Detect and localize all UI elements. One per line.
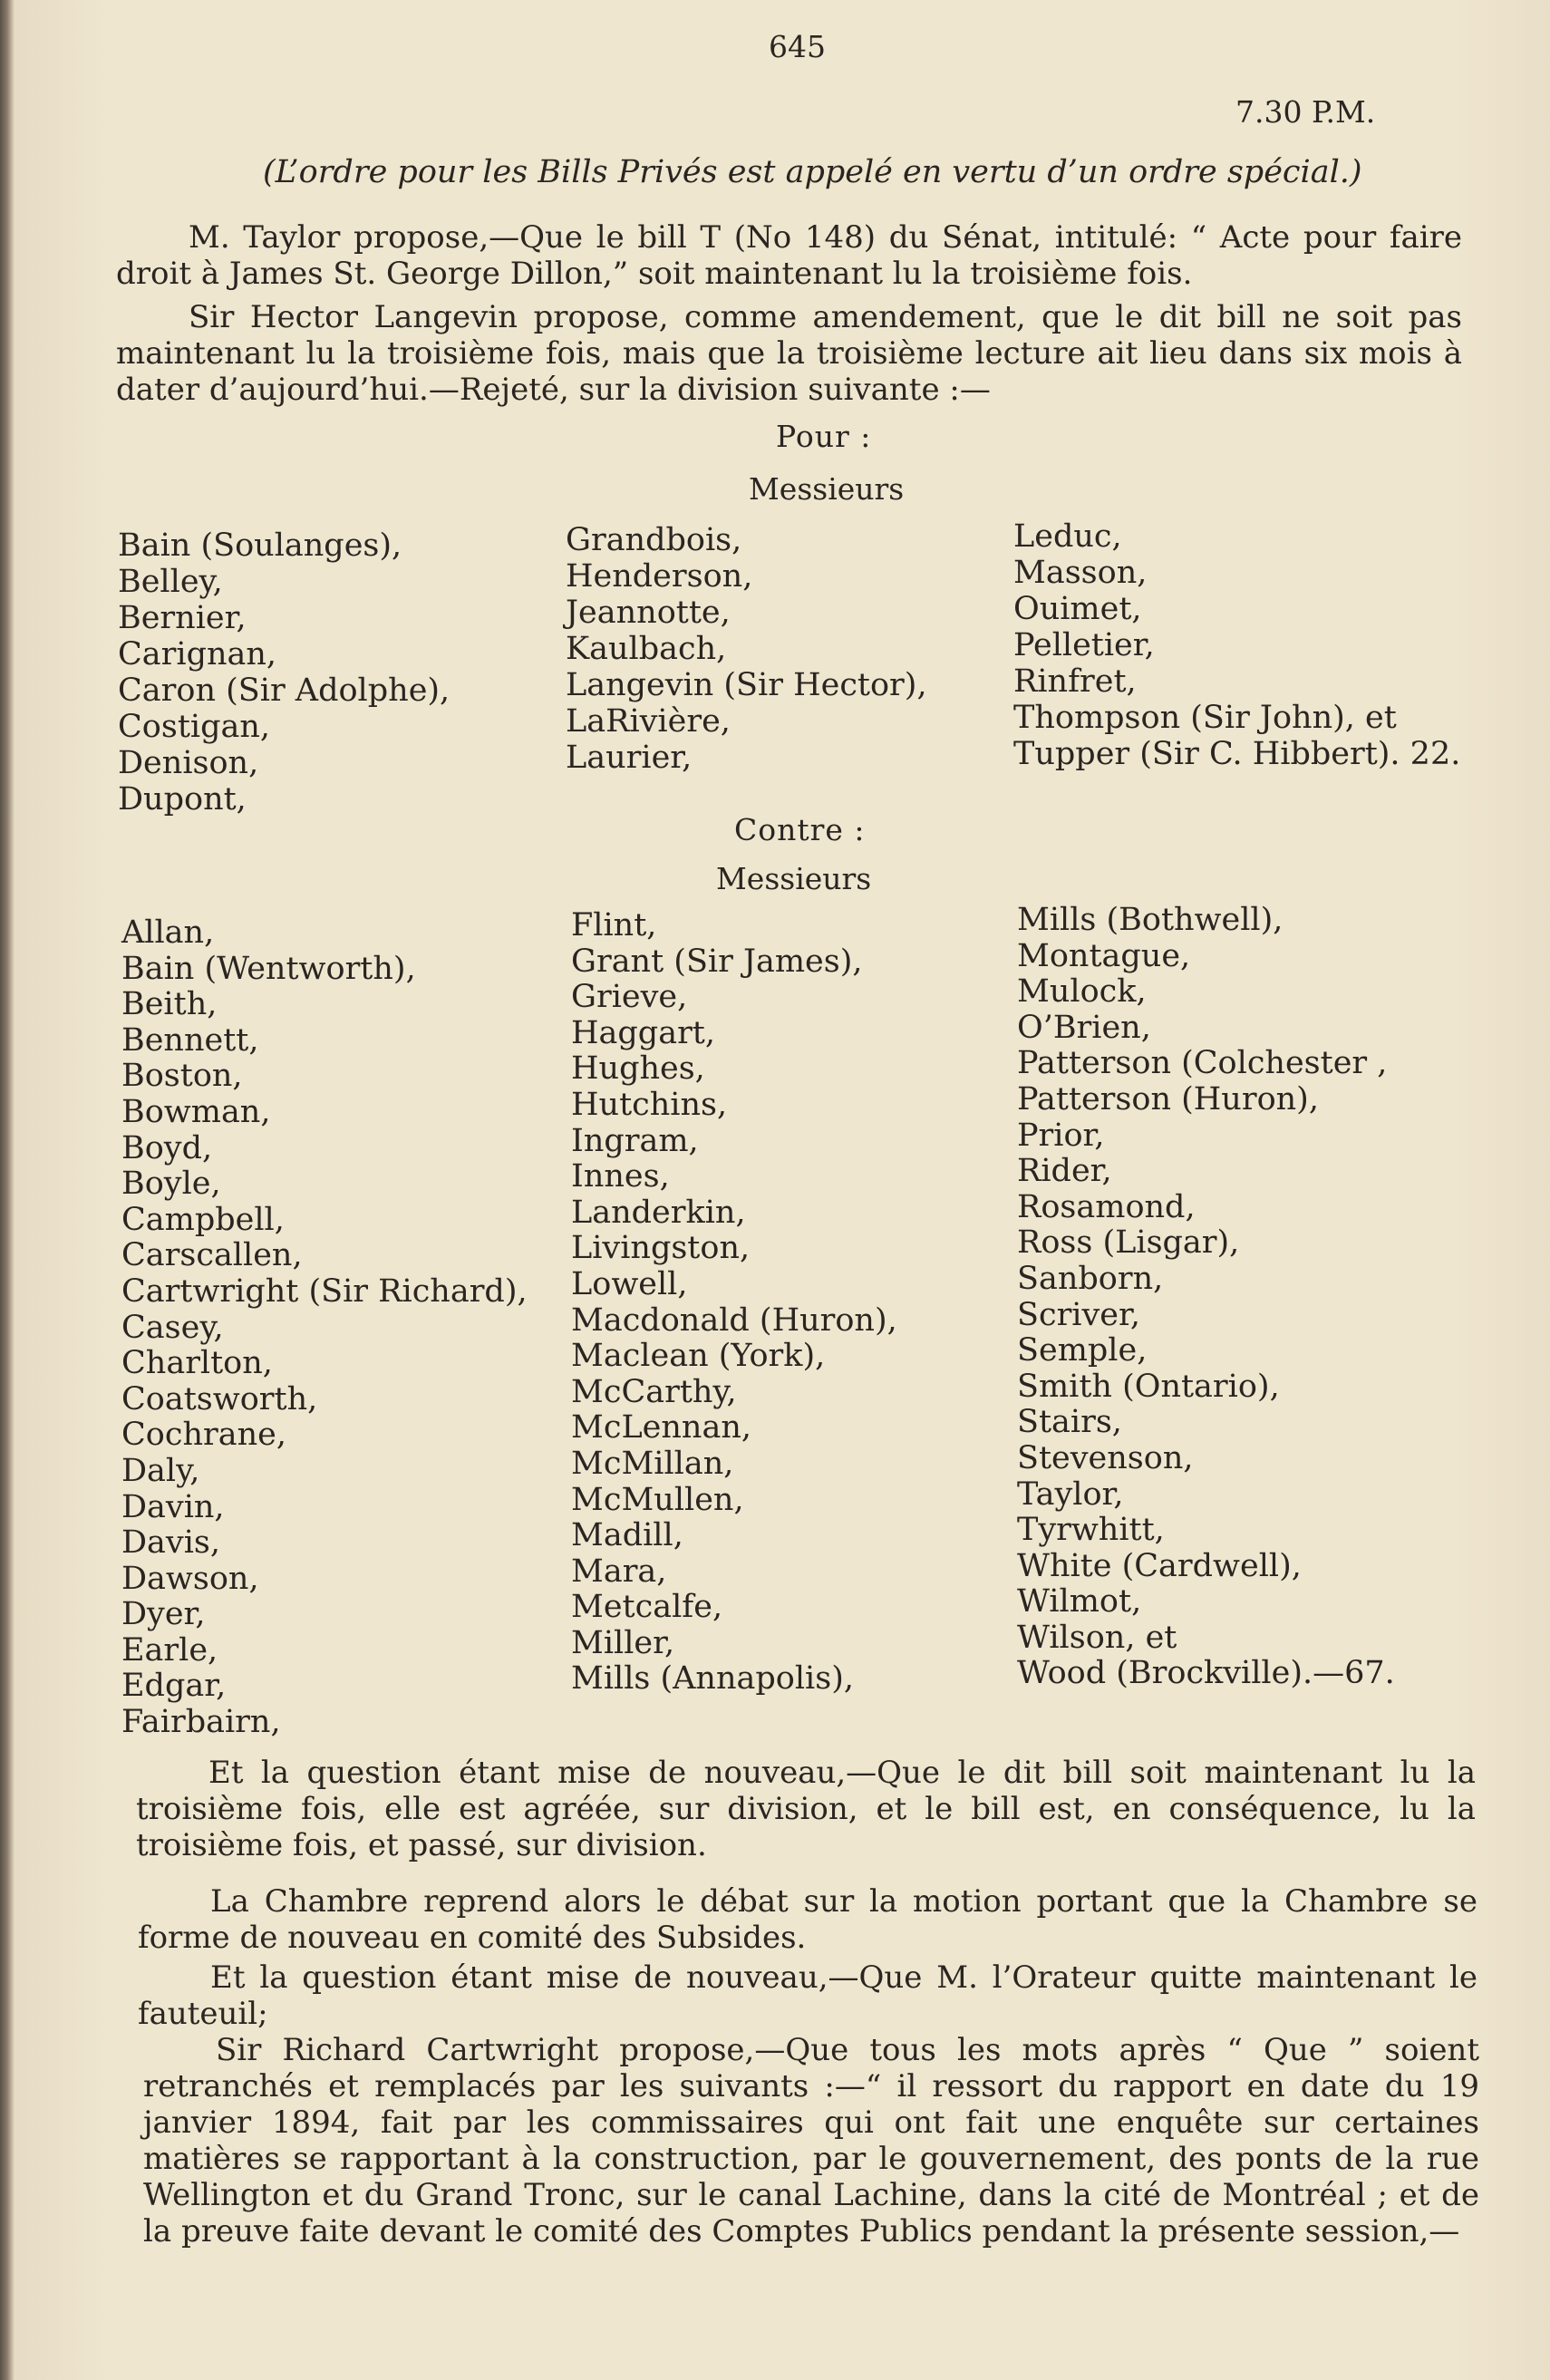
contre-column-1 [121, 915, 528, 1741]
contre-messieurs: Messieurs [716, 861, 872, 896]
pour-name: Denison, [118, 745, 259, 781]
contre-name: Fairbairn, [121, 1704, 281, 1741]
contre-name: Patterson (Huron), [1017, 1080, 1319, 1117]
contre-name: Mills (Bothwell), [1017, 902, 1284, 938]
contre-name: Boyle, [121, 1166, 221, 1203]
paragraph-cartwright: Sir Richard Cartwright propose,—Que tous les mots après “ Que ” soient retranchés et remplacés par les suivants :—“ il ressort du rapport en date du 19 janvier 1894, fait par les commissaires qui ont fait une enquête sur certaines matières se rapportant à la construction, par le gouvernement, des ponts de la rue Wellington et du Grand Tronc, sur le canal Lachine, dans la cité de Montréal ; et de la preuve faite devant le comité des Comptes Publics pendant la présente session,— [143, 2032, 1479, 2249]
pour-name: Carignan, [118, 636, 277, 672]
contre-name: Bennett, [121, 1021, 259, 1059]
paragraph-langevin: Sir Hector Langevin propose, comme amendement, que le dit bill ne soit pas maintenant lu la troisième fois, mais que la troisième lecture ait lieu dans six mois à dater d’aujourd’hui.—Rejeté, sur la division suivante :— [116, 299, 1462, 408]
pour-name: Tupper (Sir C. Hibbert). 22. [1013, 736, 1461, 772]
pour-column-3 [1013, 518, 1460, 772]
contre-name: Haggart, [571, 1014, 715, 1051]
contre-name: Beith, [121, 986, 218, 1023]
contre-name: Sanborn, [1017, 1260, 1164, 1297]
page-number: 645 [769, 29, 826, 64]
contre-name: McMillan, [571, 1445, 734, 1482]
contre-column-2 [571, 908, 897, 1698]
contre-name: Wood (Brockville).—67. [1017, 1655, 1395, 1692]
pour-name: LaRivière, [566, 703, 731, 740]
contre-name: Miller, [571, 1624, 675, 1661]
contre-name: Coatsworth, [121, 1380, 318, 1417]
contre-name: Madill, [571, 1517, 683, 1554]
contre-name: Grant (Sir James), [571, 943, 863, 980]
contre-name: Boyd, [121, 1129, 213, 1166]
contre-name: O’Brien, [1017, 1009, 1151, 1046]
pour-name: Grandbois, [566, 522, 742, 558]
pour-name: Bernier, [118, 600, 247, 636]
contre-name: Scriver, [1017, 1296, 1141, 1333]
pour-name: Dupont, [118, 781, 247, 818]
contre-name: Boston, [121, 1058, 243, 1095]
contre-name: Tyrwhitt, [1017, 1512, 1165, 1549]
pour-name: Bain (Soulanges), [118, 527, 402, 564]
contre-name: Lowell, [571, 1265, 688, 1302]
pour-column-2 [566, 522, 927, 776]
contre-name: Cartwright (Sir Richard), [121, 1272, 528, 1310]
contre-name: McLennan, [571, 1409, 752, 1446]
pour-name: Rinfret, [1013, 663, 1137, 700]
contre-name: Casey, [121, 1309, 224, 1346]
contre-name: Innes, [571, 1158, 670, 1195]
contre-name: Mulock, [1017, 973, 1147, 1011]
contre-column-3 [1017, 903, 1395, 1692]
pour-name: Thompson (Sir John), et [1013, 700, 1397, 736]
contre-name: Maclean (York), [571, 1338, 826, 1375]
contre-name: Allan, [121, 914, 215, 951]
pour-name: Costigan, [118, 709, 271, 745]
paragraph-taylor: M. Taylor propose,—Que le bill T (No 148) du Sénat, intitulé: “ Acte pour faire droit à James St. George Dillon,” soit maintenant lu la troisième fois. [116, 219, 1462, 292]
contre-heading: Contre : [734, 812, 866, 847]
paragraph-chambre: La Chambre reprend alors le débat sur la motion portant que la Chambre se forme de nouveau en comité des Subsides. [138, 1883, 1477, 1956]
contre-name: Daly, [121, 1452, 200, 1489]
pour-column-1 [118, 527, 450, 818]
contre-name: Wilson, et [1017, 1619, 1177, 1656]
contre-name: Macdonald (Huron), [571, 1301, 897, 1339]
pour-name: Masson, [1013, 555, 1148, 591]
contre-name: Bowman, [121, 1093, 271, 1130]
pour-messieurs: Messieurs [749, 471, 905, 507]
contre-name: Davin, [121, 1488, 225, 1525]
contre-name: Semple, [1017, 1332, 1148, 1369]
pour-name: Pelletier, [1013, 627, 1155, 663]
contre-name: Montague, [1017, 937, 1191, 974]
contre-name: Davis, [121, 1524, 220, 1562]
order-note: (L’ordre pour les Bills Privés est appelé en vertu d’un ordre spécial.) [263, 154, 1362, 190]
contre-name: Prior, [1017, 1117, 1105, 1154]
paragraph-question-2: Et la question étant mise de nouveau,—Que M. l’Orateur quitte maintenant le fauteuil; [138, 1959, 1477, 2032]
contre-name: Edgar, [121, 1668, 227, 1705]
contre-name: White (Cardwell), [1017, 1547, 1302, 1584]
pour-name: Laurier, [566, 740, 693, 776]
contre-name: Landerkin, [571, 1194, 746, 1231]
contre-name: Stairs, [1017, 1404, 1122, 1441]
contre-name: Smith (Ontario), [1017, 1368, 1280, 1405]
contre-name: Rosamond, [1017, 1188, 1196, 1225]
contre-name: Ross (Lisgar), [1017, 1224, 1240, 1262]
contre-name: McMullen, [571, 1481, 744, 1518]
contre-name: Earle, [121, 1631, 218, 1669]
contre-name: Flint, [571, 907, 657, 943]
contre-name: Hutchins, [571, 1086, 728, 1123]
pour-name: Henderson, [566, 558, 753, 595]
pour-name: Leduc, [1013, 518, 1122, 555]
contre-name: Carscallen, [121, 1237, 303, 1274]
contre-name: Mills (Annapolis), [571, 1660, 854, 1698]
contre-name: Mara, [571, 1553, 667, 1590]
contre-name: Livingston, [571, 1230, 751, 1267]
contre-name: Rider, [1017, 1153, 1112, 1190]
contre-name: McCarthy, [571, 1373, 737, 1410]
pour-name: Jeannotte, [566, 595, 731, 631]
contre-name: Wilmot, [1017, 1583, 1142, 1621]
contre-name: Bain (Wentworth), [121, 950, 416, 987]
paragraph-question-1: Et la question étant mise de nouveau,—Que le dit bill soit maintenant lu la troisième fois, elle est agréée, sur division, et le bill est, en conséquence, lu la troisième fois, et passé, sur division. [136, 1755, 1476, 1863]
contre-name: Metcalfe, [571, 1589, 723, 1626]
contre-name: Campbell, [121, 1201, 285, 1238]
pour-name: Belley, [118, 564, 223, 600]
contre-name: Dyer, [121, 1596, 206, 1633]
pour-name: Langevin (Sir Hector), [566, 667, 927, 703]
contre-name: Taylor, [1017, 1475, 1124, 1513]
pour-name: Ouimet, [1013, 591, 1142, 627]
contre-name: Ingram, [571, 1122, 699, 1159]
contre-name: Patterson (Colchester , [1017, 1045, 1388, 1082]
contre-name: Stevenson, [1017, 1439, 1194, 1476]
contre-name: Cochrane, [121, 1417, 286, 1454]
contre-name: Hughes, [571, 1050, 705, 1088]
pour-name: Kaulbach, [566, 631, 727, 667]
pour-heading: Pour : [776, 419, 872, 454]
pour-name: Caron (Sir Adolphe), [118, 672, 450, 709]
contre-name: Charlton, [121, 1345, 273, 1382]
time-stamp: 7.30 P.M. [1235, 94, 1376, 130]
contre-name: Dawson, [121, 1560, 259, 1597]
contre-name: Grieve, [571, 979, 688, 1016]
